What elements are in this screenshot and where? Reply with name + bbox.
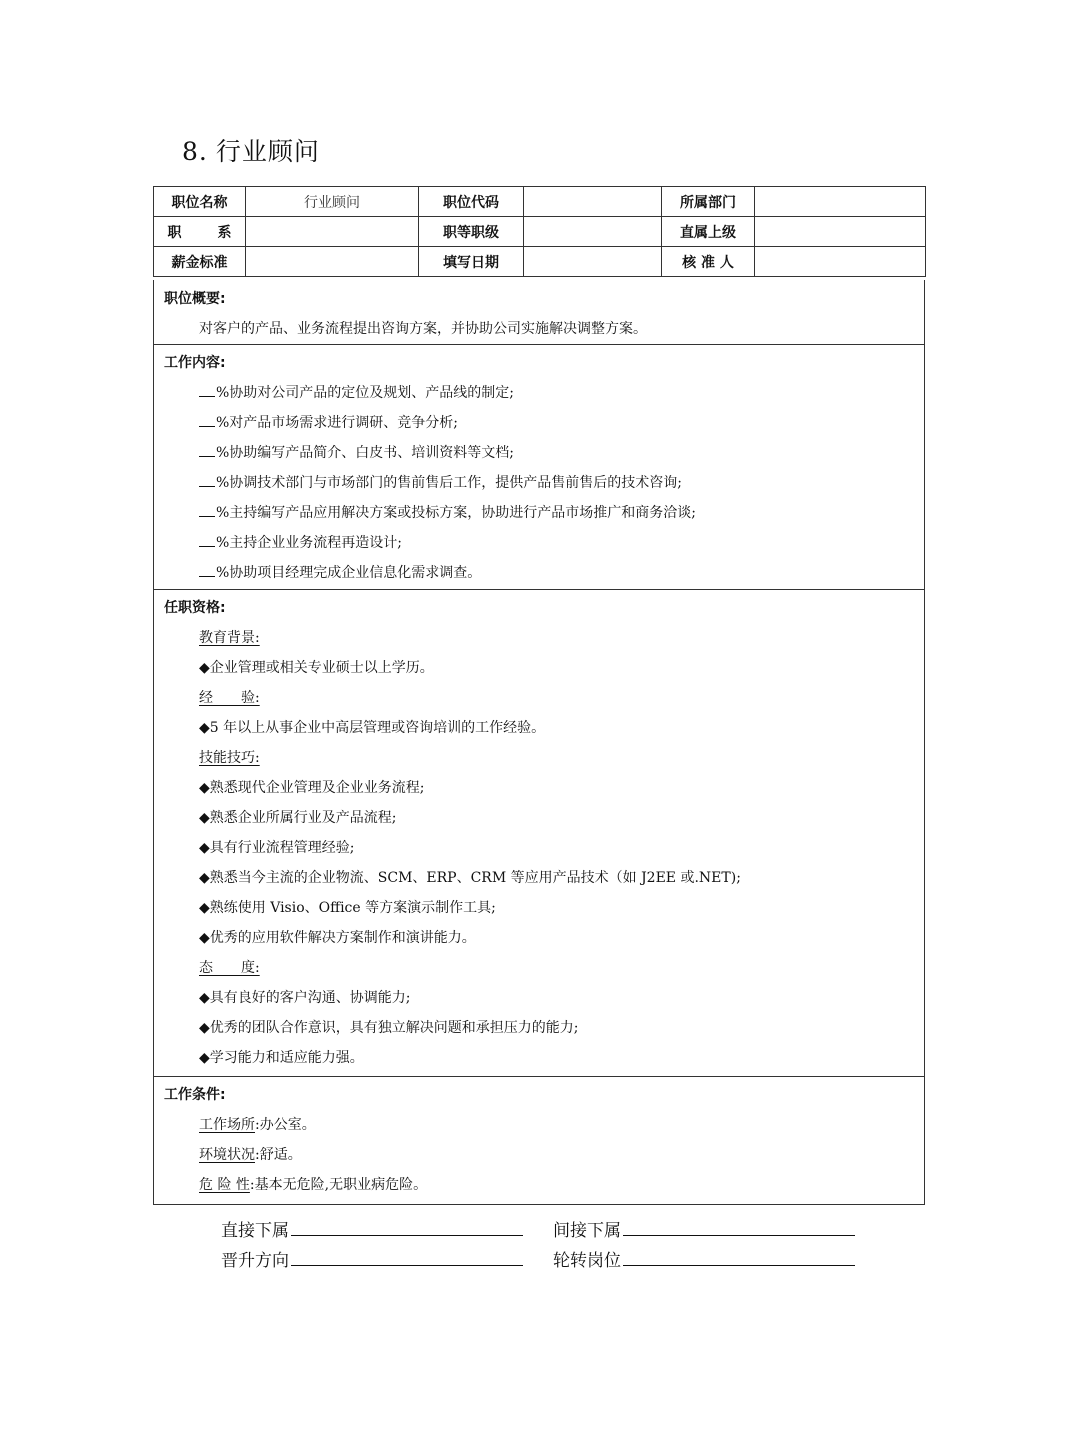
- approver-label: 核 准 人: [662, 247, 755, 277]
- blank-line: [199, 545, 215, 547]
- rotation-field: [553, 1246, 855, 1271]
- indirect-subordinate-label: 间接下属: [553, 1221, 621, 1241]
- conditions-section: [153, 1076, 925, 1205]
- duties-section: [153, 344, 925, 590]
- table-row: [154, 187, 926, 217]
- direct-subordinate-label: 直接下属: [221, 1221, 289, 1241]
- skill-item: ◆熟练使用 Visio、Office 等方案演示制作工具;: [199, 900, 496, 916]
- blank-line: [199, 455, 215, 457]
- direct-subordinate-field: [221, 1216, 523, 1241]
- skill-item: ◆具有行业流程管理经验;: [199, 840, 355, 856]
- page-title: [182, 132, 320, 168]
- environment-line: [199, 1144, 302, 1164]
- education-item: ◆企业管理或相关专业硕士以上学历。: [199, 660, 434, 676]
- fill-date-label: 填写日期: [419, 247, 524, 277]
- position-name-value: 行业顾问: [246, 187, 419, 217]
- job-family-label-part1: 职: [167, 224, 182, 241]
- danger-line: [199, 1174, 427, 1194]
- attitude-item: ◆优秀的团队合作意识，具有独立解决问题和承担压力的能力;: [199, 1020, 579, 1036]
- blank-line: [199, 425, 215, 427]
- promotion-field: [221, 1246, 523, 1271]
- table-row: [154, 247, 926, 277]
- position-code-value: [524, 187, 662, 217]
- direct-subordinate-line: [291, 1234, 523, 1236]
- department-label: 所属部门: [662, 187, 755, 217]
- rotation-line: [623, 1264, 855, 1266]
- skills-label: 技能技巧:: [199, 750, 260, 766]
- overview-section: [153, 280, 925, 345]
- promotion-line: [291, 1264, 523, 1266]
- direct-supervisor-value: [755, 217, 926, 247]
- education-label: 教育背景:: [199, 630, 260, 646]
- salary-standard-label: 薪金标准: [154, 247, 246, 277]
- skill-item: ◆优秀的应用软件解决方案制作和演讲能力。: [199, 930, 476, 946]
- duty-item: [199, 502, 696, 522]
- title-number: 8.: [182, 137, 208, 166]
- duty-text: %协调技术部门与市场部门的售前售后工作，提供产品售前售后的技术咨询;: [216, 475, 683, 491]
- skill-item: ◆熟悉现代企业管理及企业业务流程;: [199, 780, 425, 796]
- environment-value: :舒适。: [255, 1147, 302, 1163]
- duty-text: %主持企业业务流程再造设计;: [216, 535, 403, 551]
- department-value: [755, 187, 926, 217]
- grade-level-value: [524, 217, 662, 247]
- attitude-item: ◆学习能力和适应能力强。: [199, 1050, 364, 1066]
- duty-text: %协助对公司产品的定位及规划、产品线的制定;: [216, 385, 515, 401]
- overview-heading: 职位概要:: [164, 291, 226, 307]
- duty-item: [199, 562, 481, 582]
- environment-label: 环境状况: [199, 1147, 255, 1163]
- overview-text: 对客户的产品、业务流程提出咨询方案，并协助公司实施解决调整方案。: [199, 321, 647, 337]
- job-family-value: [246, 217, 419, 247]
- workplace-value: :办公室。: [255, 1117, 316, 1133]
- blank-line: [199, 395, 215, 397]
- job-family-label-part2: 系: [217, 224, 232, 241]
- duty-text: %协助项目经理完成企业信息化需求调查。: [216, 565, 482, 581]
- duty-item: [199, 412, 458, 432]
- table-row: [154, 217, 926, 247]
- title-text: 行业顾问: [215, 137, 320, 166]
- experience-item: ◆5 年以上从事企业中高层管理或咨询培训的工作经验。: [199, 720, 546, 736]
- indirect-subordinate-line: [623, 1234, 855, 1236]
- approver-value: [755, 247, 926, 277]
- duty-text: %对产品市场需求进行调研、竞争分析;: [216, 415, 459, 431]
- salary-standard-value: [246, 247, 419, 277]
- duty-item: [199, 472, 682, 492]
- duty-item: [199, 532, 402, 552]
- qualifications-heading: 任职资格:: [164, 600, 226, 616]
- duty-item: [199, 442, 514, 462]
- blank-line: [199, 515, 215, 517]
- skill-item: ◆熟悉企业所属行业及产品流程;: [199, 810, 397, 826]
- experience-label: 经 验:: [199, 690, 260, 706]
- promotion-label: 晋升方向: [221, 1251, 289, 1271]
- duties-heading: 工作内容:: [164, 355, 226, 371]
- direct-supervisor-label: 直属上级: [662, 217, 755, 247]
- rotation-label: 轮转岗位: [553, 1251, 621, 1271]
- position-code-label: 职位代码: [419, 187, 524, 217]
- duty-text: %主持编写产品应用解决方案或投标方案，协助进行产品市场推广和商务洽谈;: [216, 505, 697, 521]
- attitude-label: 态 度:: [199, 960, 260, 976]
- danger-label: 危 险 性: [199, 1177, 250, 1193]
- grade-level-label: 职等职级: [419, 217, 524, 247]
- conditions-heading: 工作条件:: [164, 1087, 226, 1103]
- indirect-subordinate-field: [553, 1216, 855, 1241]
- danger-value: :基本无危险,无职业病危险。: [249, 1177, 428, 1193]
- position-info-table: [153, 186, 926, 277]
- duty-text: %协助编写产品简介、白皮书、培训资料等文档;: [216, 445, 515, 461]
- duty-item: [199, 382, 514, 402]
- blank-line: [199, 485, 215, 487]
- fill-date-value: [524, 247, 662, 277]
- position-name-label: 职位名称: [154, 187, 246, 217]
- job-family-label: [154, 217, 246, 247]
- attitude-item: ◆具有良好的客户沟通、协调能力;: [199, 990, 411, 1006]
- blank-line: [199, 575, 215, 577]
- workplace-line: [199, 1114, 316, 1134]
- qualifications-section: [153, 589, 925, 1077]
- skill-item: ◆熟悉当今主流的企业物流、SCM、ERP、CRM 等应用产品技术（如 J2EE 或.NET);: [199, 870, 741, 886]
- workplace-label: 工作场所: [199, 1117, 255, 1133]
